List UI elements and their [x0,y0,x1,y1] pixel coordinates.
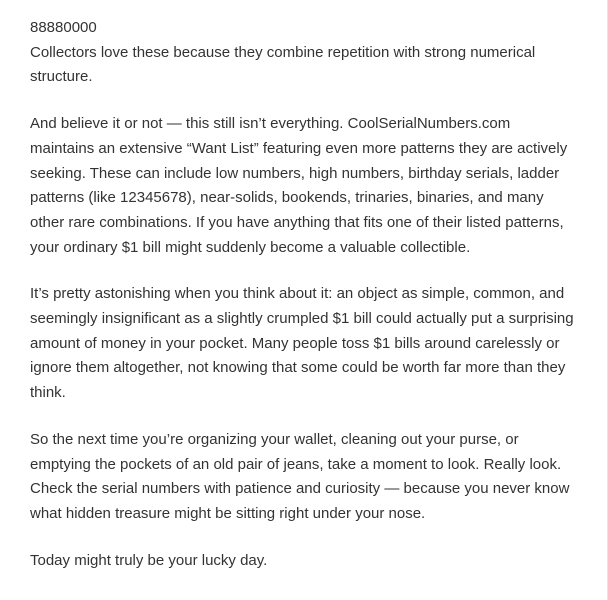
paragraph-astonishing: It’s pretty astonishing when you think about it: an object as simple, common, and seemingly insignificant as a slightly crumpled $1 bill could actually put a surprising amount of money in your pocket. Many people toss $1 bills around carelessly or ignore them altogether, not knowing that some could be worth far more than they think. [30,285,574,402]
paragraph-next-time: So the next time you’re organizing your wallet, cleaning out your purse, or emptying the pockets of an old pair of jeans, take a moment to look. Really look. Check the serial numbers with patience and curiosity — because you never know what hidden treasure might be sitting right under your nose. [30,430,570,522]
paragraph-want-list: And believe it or not — this still isn’t everything. CoolSerialNumbers.com maintains an extensive “Want List” featuring even more patterns they are actively seeking. These can include low numbers, high numbers, birthday serials, ladder patterns (like 12345678), near-solids, bookends, trinaries, binaries, and many other rare combinations. If you have anything that fits one of their listed patterns, your ordinary $1 bill might suddenly become a valuable collectible. [30,115,568,256]
paragraph-lucky-day: Today might truly be your lucky day. [30,551,268,569]
article-body [30,16,578,573]
serial-example: 88880000 [30,19,97,36]
paragraph-collectors: Collectors love these because they combine repetition with strong numerical structure. [30,43,536,86]
